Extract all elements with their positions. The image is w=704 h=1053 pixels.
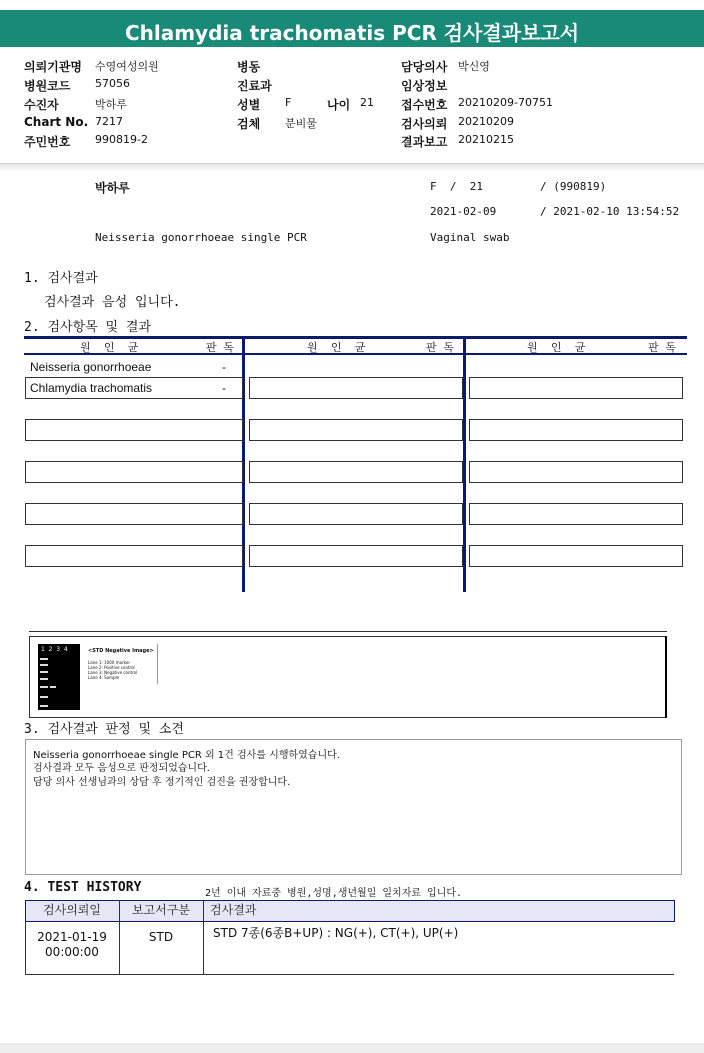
history-row-result: STD 7종(6종B+UP) : NG(+), CT(+), UP(+) (213, 926, 459, 940)
history-row-time: 00:00:00 (45, 945, 99, 959)
empty-cell (469, 419, 683, 441)
section2-title: 2. 검사항목 및 결과 (24, 320, 152, 335)
section1-text: 검사결과 음성 입니다. (44, 295, 181, 310)
result-row-name: Neisseria gonorrhoeae (30, 360, 152, 374)
report-date-value: 20210215 (458, 133, 514, 146)
chart-no-value: 7217 (95, 115, 123, 128)
patient-value: 박하루 (95, 98, 127, 111)
ward-label: 병동 (237, 60, 261, 74)
page-bottom-bar (0, 1043, 704, 1053)
gel-caption-border (157, 644, 158, 684)
hospital-label: 의뢰기관명 (24, 60, 82, 74)
empty-cell (249, 503, 463, 525)
gel-image (38, 644, 80, 710)
gel-top-line (29, 631, 667, 632)
gel-lane-numbers: 1 2 3 4 (41, 646, 68, 653)
hospital-code-value: 57056 (95, 77, 130, 90)
result-row-value: - (222, 360, 226, 374)
gel-caption-4: Lane 4: Sample (88, 675, 120, 680)
empty-cell (469, 461, 683, 483)
summary-specimen: Vaginal swab (430, 231, 510, 244)
history-row-date: 2021-01-19 (37, 930, 107, 944)
patient-label: 수진자 (24, 98, 59, 112)
empty-cell (469, 377, 683, 399)
history-bottom-border (25, 974, 674, 975)
opinion-line-1: Neisseria gonorrhoeae single PCR 외 1건 검사를 시행하였습니다. (33, 750, 340, 761)
history-header-date: 검사의뢰일 (43, 903, 101, 917)
sex-label: 성별 (237, 98, 261, 112)
clinical-info-label: 임상정보 (401, 79, 448, 93)
age-value: 21 (360, 96, 374, 109)
report-title: Chlamydia trachomatis PCR 검사결과보고서 (124, 21, 580, 45)
sex-value: F (285, 96, 292, 109)
result-row-name: Chlamydia trachomatis (30, 381, 153, 395)
col-header-3: 원 인 균 (527, 341, 586, 354)
judge-header-2: 판 독 (426, 341, 454, 354)
gel-caption-2: Lane 2: Positive control (88, 665, 135, 670)
doctor-label: 담당의사 (401, 60, 448, 74)
section4-note: 2년 이내 자료중 병원,성명,생년월일 일치자료 입니다. (205, 888, 463, 899)
empty-cell (249, 377, 463, 399)
summary-test: Neisseria gonorrhoeae single PCR (95, 231, 307, 244)
gel-box-edge (665, 636, 667, 718)
header-separator (0, 163, 704, 170)
request-date-label: 검사의뢰 (401, 117, 448, 131)
result-row-value: - (222, 381, 226, 395)
empty-cell (25, 419, 243, 441)
summary-name: 박하루 (95, 181, 130, 195)
hospital-value: 수영여성의원 (95, 60, 159, 73)
empty-cell (249, 461, 463, 483)
specimen-label: 검체 (237, 117, 261, 131)
doctor-value: 박신영 (458, 60, 490, 73)
section4-title: 4. TEST HISTORY (24, 880, 142, 895)
empty-cell (249, 545, 463, 567)
history-header-result: 검사결과 (210, 903, 257, 917)
summary-request-date: 2021-02-09 (430, 205, 497, 218)
section3-title: 3. 검사결과 판정 및 소견 (24, 722, 184, 737)
summary-sex-age: F / 21 (430, 180, 483, 193)
empty-cell (25, 503, 243, 525)
receipt-no-label: 접수번호 (401, 98, 448, 112)
empty-cell (25, 461, 243, 483)
request-date-value: 20210209 (458, 115, 514, 128)
chart-no-label: Chart No. (24, 115, 89, 129)
summary-dob: / (990819) (540, 180, 607, 193)
col-header-2: 원 인 균 (307, 341, 366, 354)
gel-caption-1: Lane 1: 100X marker (88, 660, 131, 665)
age-label: 나이 (327, 98, 351, 112)
empty-cell (25, 545, 243, 567)
history-divider-2 (203, 900, 204, 975)
empty-cell (469, 545, 683, 567)
history-row-type: STD (148, 930, 174, 944)
gel-caption-title: <STD Negative Image> (88, 648, 154, 654)
table-divider-2 (463, 336, 466, 592)
empty-cell (249, 419, 463, 441)
hospital-code-label: 병원코드 (24, 79, 71, 93)
judge-header-1: 판 독 (206, 341, 234, 354)
opinion-line-3: 담당 의사 선생님과의 상담 후 정기적인 검진을 권장합니다. (33, 777, 291, 788)
col-header-1: 원 인 균 (80, 341, 139, 354)
resident-no-label: 주민번호 (24, 135, 71, 149)
opinion-line-2: 검사결과 모두 음성으로 판정되었습니다. (33, 763, 210, 774)
specimen-value: 분비물 (285, 117, 317, 130)
section1-title: 1. 검사결과 (24, 271, 98, 286)
history-header-type: 보고서구분 (132, 903, 190, 917)
gel-caption-3: Lane 3: Negative control (88, 670, 138, 675)
resident-no-value: 990819-2 (95, 133, 148, 146)
empty-cell (469, 503, 683, 525)
judge-header-3: 판 독 (648, 341, 676, 354)
receipt-no-value: 20210209-70751 (458, 96, 553, 109)
department-label: 진료과 (237, 79, 272, 93)
report-date-label: 결과보고 (401, 135, 448, 149)
summary-report-date: / 2021-02-10 13:54:52 (540, 205, 680, 218)
